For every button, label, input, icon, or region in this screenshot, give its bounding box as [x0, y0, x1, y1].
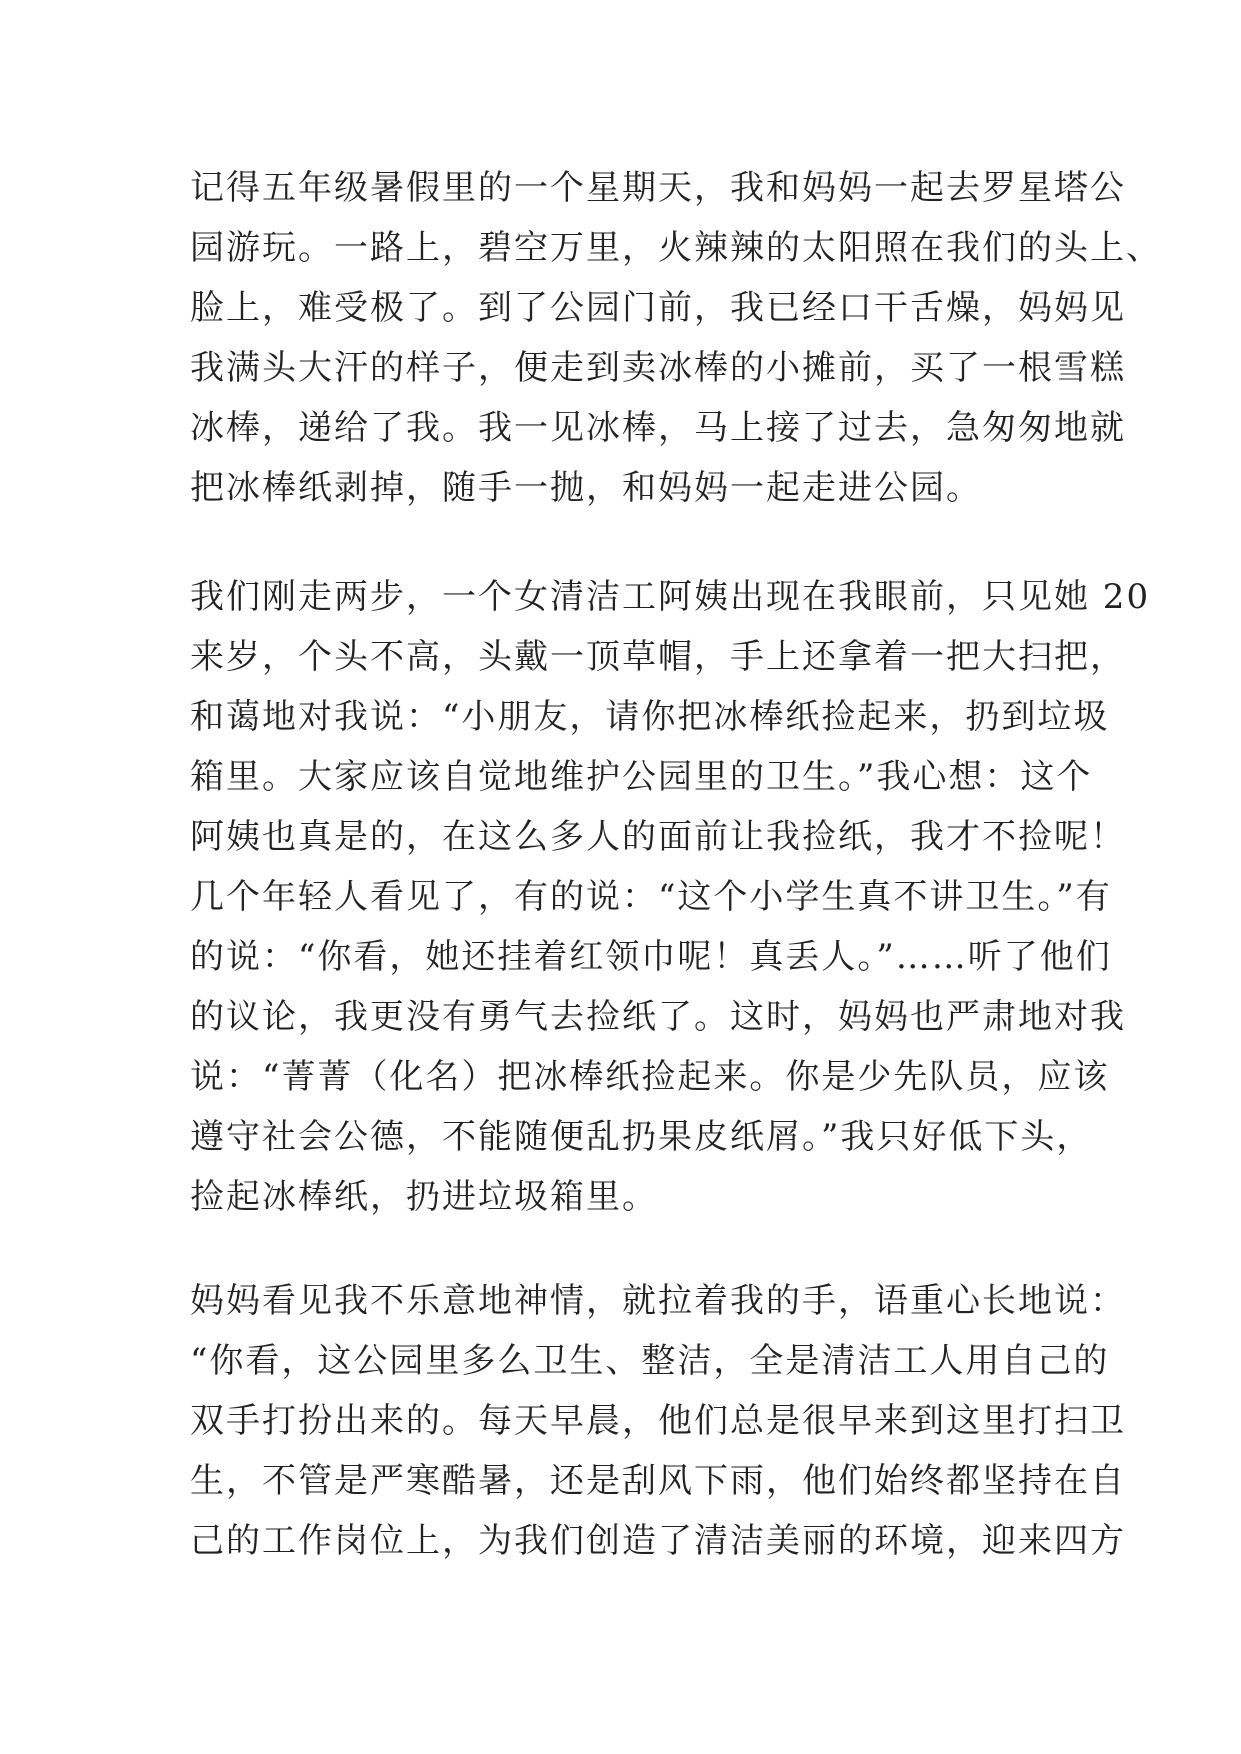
text-line: 冰棒，递给了我。我一见冰棒，马上接了过去，急匆匆地就	[190, 408, 1126, 448]
text-line: 我们刚走两步，一个女清洁工阿姨出现在我眼前，只见她 20	[190, 577, 1151, 617]
text-line: 把冰棒纸剥掉，随手一抛，和妈妈一起走进公园。	[190, 468, 982, 508]
text-line: 己的工作岗位上，为我们创造了清洁美丽的环境，迎来四方	[190, 1521, 1126, 1561]
text-line: 箱里。大家应该自觉地维护公园里的卫生。”我心想：这个	[190, 757, 1093, 797]
text-line: “你看，这公园里多么卫生、整洁，全是清洁工人用自己的	[190, 1341, 1110, 1381]
text-line: 的说：“你看，她还挂着红领巾呢！真丢人。”……听了他们	[190, 937, 1112, 977]
text-line: 来岁，个头不高，头戴一顶草帽，手上还拿着一把大扫把，	[190, 637, 1126, 677]
text-line: 说：“菁菁（化名）把冰棒纸捡起来。你是少先队员，应该	[190, 1057, 1110, 1097]
text-line: 遵守社会公德，不能随便乱扔果皮纸屑。”我只好低下头，	[190, 1117, 1093, 1157]
text-line: 捡起冰棒纸，扔进垃圾箱里。	[190, 1177, 658, 1217]
text-line: 的议论，我更没有勇气去捡纸了。这时，妈妈也严肃地对我	[190, 997, 1126, 1037]
text-line: 阿姨也真是的，在这么多人的面前让我捡纸，我才不捡呢！	[190, 817, 1126, 857]
text-line: 园游玩。一路上，碧空万里，火辣辣的太阳照在我们的头上、	[190, 228, 1162, 268]
text-line: 几个年轻人看见了，有的说：“这个小学生真不讲卫生。”有	[190, 877, 1112, 917]
text-line: 记得五年级暑假里的一个星期天，我和妈妈一起去罗星塔公	[190, 168, 1126, 208]
paragraph-2	[190, 567, 1151, 1227]
text-line: 妈妈看见我不乐意地神情，就拉着我的手，语重心长地说：	[190, 1281, 1126, 1321]
paragraph-1	[190, 158, 1162, 518]
text-line: 双手打扮出来的。每天早晨，他们总是很早来到这里打扫卫	[190, 1401, 1126, 1441]
text-line: 生，不管是严寒酷暑，还是刮风下雨，他们始终都坚持在自	[190, 1461, 1126, 1501]
text-line: 我满头大汗的样子，便走到卖冰棒的小摊前，买了一根雪糕	[190, 348, 1126, 388]
text-line: 脸上，难受极了。到了公园门前，我已经口干舌燥，妈妈见	[190, 288, 1126, 328]
text-line: 和蔼地对我说：“小朋友，请你把冰棒纸捡起来，扔到垃圾	[190, 697, 1110, 737]
paragraph-3	[190, 1271, 1126, 1571]
